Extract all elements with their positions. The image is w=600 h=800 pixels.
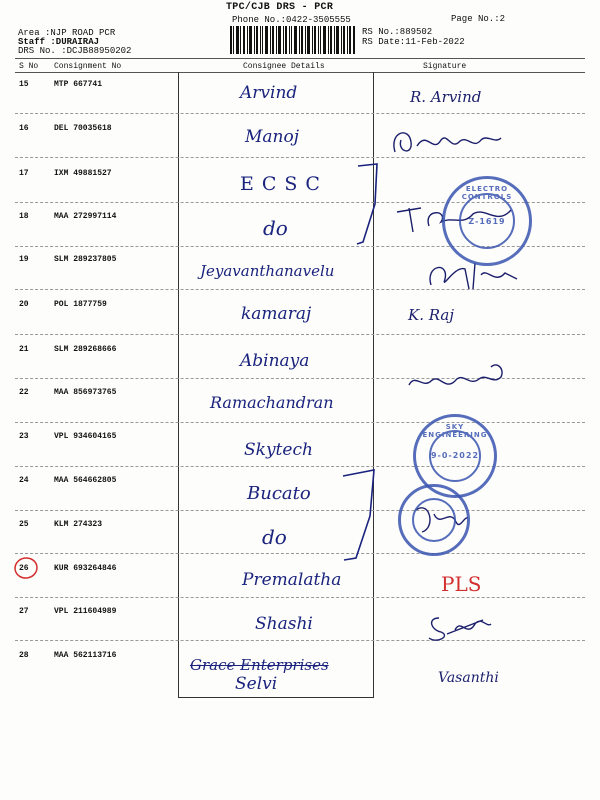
- signature-text: K. Raj: [408, 306, 454, 324]
- consignee-name: Ramachandran: [210, 393, 334, 412]
- row-divider: [15, 466, 585, 467]
- consignee-name: Arvind: [240, 83, 298, 103]
- row-divider: [15, 113, 585, 114]
- table-bottom-rule: [178, 697, 374, 698]
- signature-mark: [425, 610, 495, 645]
- row-consignment: MAA 562113716: [54, 651, 117, 660]
- signature-mark: [405, 355, 510, 400]
- consignee-name: Jeyavanthanavelu: [200, 262, 335, 280]
- signature-text: PLS: [441, 572, 482, 596]
- company-stamp: [442, 176, 532, 266]
- row-consignment: MAA 856973765: [54, 388, 117, 397]
- row-sno: 16: [19, 124, 29, 133]
- row-sno: 19: [19, 255, 29, 264]
- stamp-code: 9-0-2022: [430, 451, 480, 460]
- row-sno: 15: [19, 80, 29, 89]
- col-sno: S No: [19, 62, 39, 71]
- row-consignment: MAA 564662805: [54, 476, 117, 485]
- row-consignment: VPL 934604165: [54, 432, 117, 441]
- col-signature: Signature: [423, 62, 467, 71]
- row-consignment: VPL 211604989: [54, 607, 117, 616]
- row-sno: 27: [19, 607, 29, 616]
- red-circle-mark: [12, 555, 40, 581]
- bracket-mark: [340, 468, 380, 563]
- row-divider: [15, 553, 585, 554]
- row-sno: 20: [19, 300, 29, 309]
- column-divider-left: [178, 72, 179, 698]
- stamp-ring-text: ELECTRO CONTROLS: [461, 185, 513, 201]
- row-divider: [15, 334, 585, 335]
- company-stamp: [398, 484, 470, 556]
- row-consignment: SLM 289237805: [54, 255, 117, 264]
- row-sno: 25: [19, 520, 29, 529]
- row-sno: 23: [19, 432, 29, 441]
- signature-text: Vasanthi: [438, 670, 499, 686]
- rs-number: RS No.:889502: [362, 27, 433, 37]
- header-top-rule: [15, 58, 585, 59]
- row-divider: [15, 422, 585, 423]
- row-consignment: IXM 49881527: [54, 169, 112, 178]
- consignee-name: Bucato: [247, 483, 311, 504]
- signature-mark: [387, 122, 507, 162]
- consignee-name: Selvi: [235, 674, 278, 694]
- consignee-name: Abinaya: [240, 351, 310, 371]
- row-consignment: KUR 693264846: [54, 564, 117, 573]
- stamp-ring-text: SKY ENGINEERING: [422, 423, 488, 439]
- row-sno: 17: [19, 169, 29, 178]
- sheet-title: TPC/CJB DRS - PCR: [226, 2, 334, 13]
- staff-label: Staff :DURAIRAJ: [18, 37, 100, 47]
- bracket-mark: [355, 162, 385, 247]
- row-sno: 26: [19, 564, 29, 573]
- consignee-name: Shashi: [255, 614, 313, 634]
- consignee-name: do: [262, 525, 287, 549]
- row-divider: [15, 640, 585, 641]
- row-sno: 24: [19, 476, 29, 485]
- phone-number: Phone No.:0422-3505555: [232, 15, 351, 25]
- stamp-code: Z-1619: [468, 217, 506, 226]
- barcode-image: [230, 26, 355, 54]
- area-label: Area :NJP ROAD PCR: [18, 28, 116, 38]
- row-consignment: MAA 272997114: [54, 212, 117, 221]
- col-consignee: Consignee Details: [243, 62, 325, 71]
- row-consignment: DEL 70035618: [54, 124, 112, 133]
- struck-through-text: Grace Enterprises: [190, 656, 329, 674]
- row-consignment: KLM 274323: [54, 520, 103, 529]
- signature-text: R. Arvind: [410, 88, 482, 106]
- drs-number: DRS No. :DCJB88950202: [18, 46, 132, 56]
- consignee-name: ECSC: [240, 173, 328, 195]
- page-number: Page No.:2: [451, 14, 506, 24]
- row-consignment: POL 1877759: [54, 300, 107, 309]
- row-consignment: MTP 667741: [54, 80, 103, 89]
- row-sno: 21: [19, 345, 29, 354]
- rs-date: RS Date:11-Feb-2022: [362, 37, 465, 47]
- consignee-name: Manoj: [245, 127, 299, 147]
- row-divider: [15, 510, 585, 511]
- row-sno: 22: [19, 388, 29, 397]
- header-bottom-rule: [15, 72, 585, 73]
- row-sno: 18: [19, 212, 29, 221]
- col-consignment: Consignment No: [54, 62, 122, 71]
- row-sno: 28: [19, 651, 29, 660]
- consignee-name: kamaraj: [241, 304, 312, 324]
- consignee-name: Skytech: [244, 440, 313, 460]
- consignee-name: Premalatha: [242, 570, 342, 590]
- row-consignment: SLM 289268666: [54, 345, 117, 354]
- row-divider: [15, 597, 585, 598]
- consignee-name: do: [263, 216, 288, 240]
